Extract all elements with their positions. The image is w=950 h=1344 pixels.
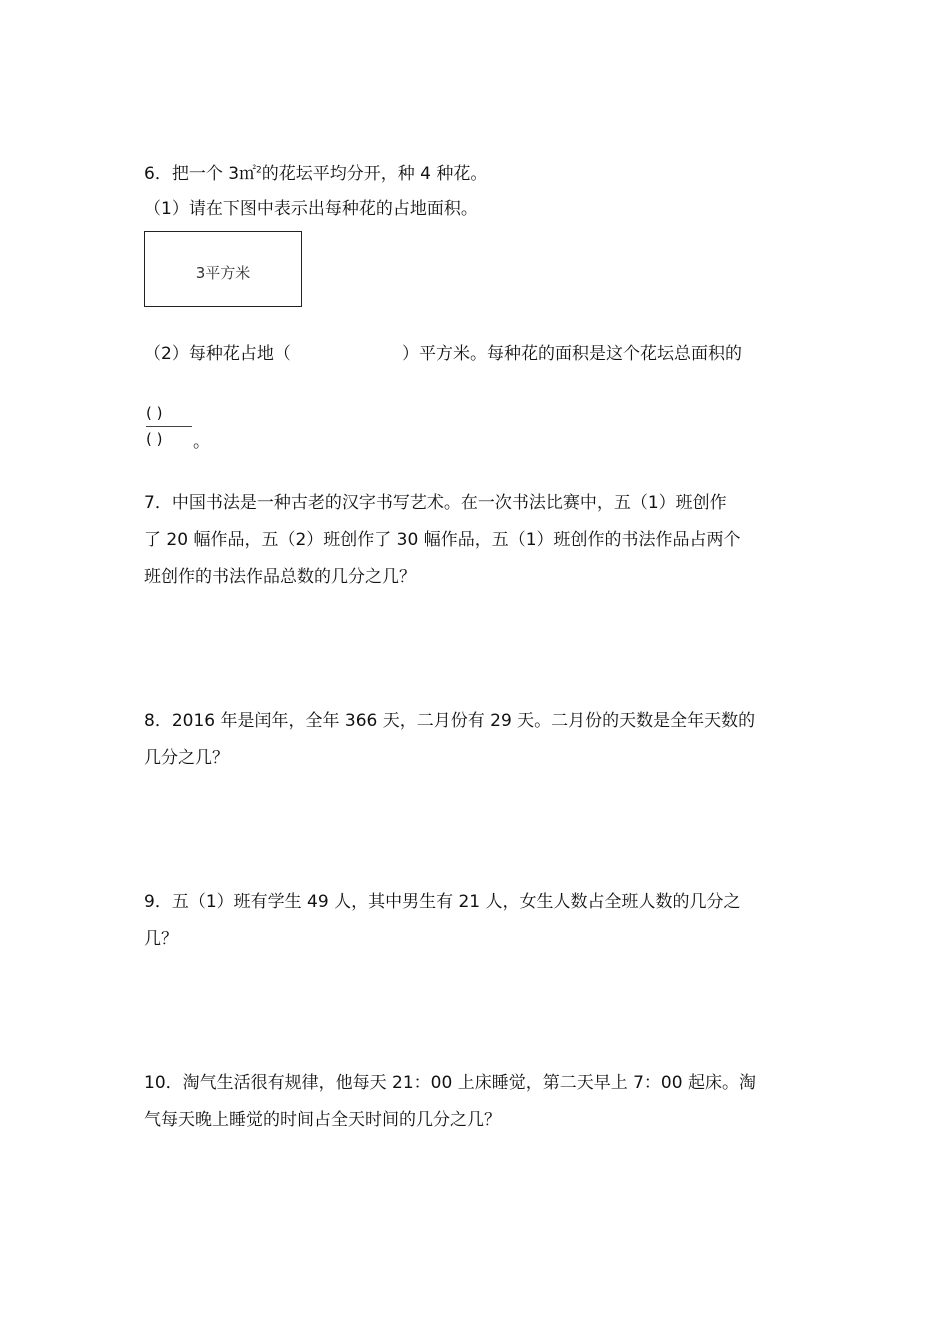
q6-fraction-bar [146,426,192,427]
flowerbed-box-label: 3平方米 [195,264,251,282]
q9-line2: 几？ [144,929,178,949]
q6-stem-b: 的花坛平均分开，种 4 种花。 [261,164,488,184]
q10-line2: 气每天晚上睡觉的时间占全天时间的几分之几？ [144,1110,501,1130]
q9-line1: 9．五（1）班有学生 49 人，其中男生有 21 人，女生人数占全班人数的几分之 [144,892,741,912]
q6-stem [144,166,487,183]
q8-line1: 8．2016 年是闰年，全年 366 天，二月份有 29 天。二月份的天数是全年天数的 [144,711,756,731]
q6-stem-sup: 2 [256,165,262,176]
q10-line1: 10．淘气生活很有规律，他每天 21：00 上床睡觉，第二天早上 7：00 起床。淘 [144,1073,756,1093]
q7-line2: 了 20 幅作品，五（2）班创作了 30 幅作品，五（1）班创作的书法作品占两个 [144,530,741,550]
q6-fraction-tail: 。 [193,432,210,452]
flowerbed-box[interactable] [144,231,302,307]
q6-fraction-denominator-blank[interactable]: ( ) [146,430,163,448]
q6-fraction-numerator-blank[interactable]: ( ) [146,404,163,422]
q7-line3: 班创作的书法作品总数的几分之几？ [144,567,416,587]
q6-stem-a: 6．把一个 3㎡ [144,164,257,184]
q7-line1: 7．中国书法是一种古老的汉字书写艺术。在一次书法比赛中，五（1）班创作 [144,493,727,513]
q8-line2: 几分之几？ [144,748,229,768]
q6-part2-a: （2）每种花占地（ [144,344,291,364]
q6-part2-b: ）平方米。每种花的面积是这个花坛总面积的 [402,344,742,364]
q6-part1: （1）请在下图中表示出每种花的占地面积。 [144,199,478,219]
